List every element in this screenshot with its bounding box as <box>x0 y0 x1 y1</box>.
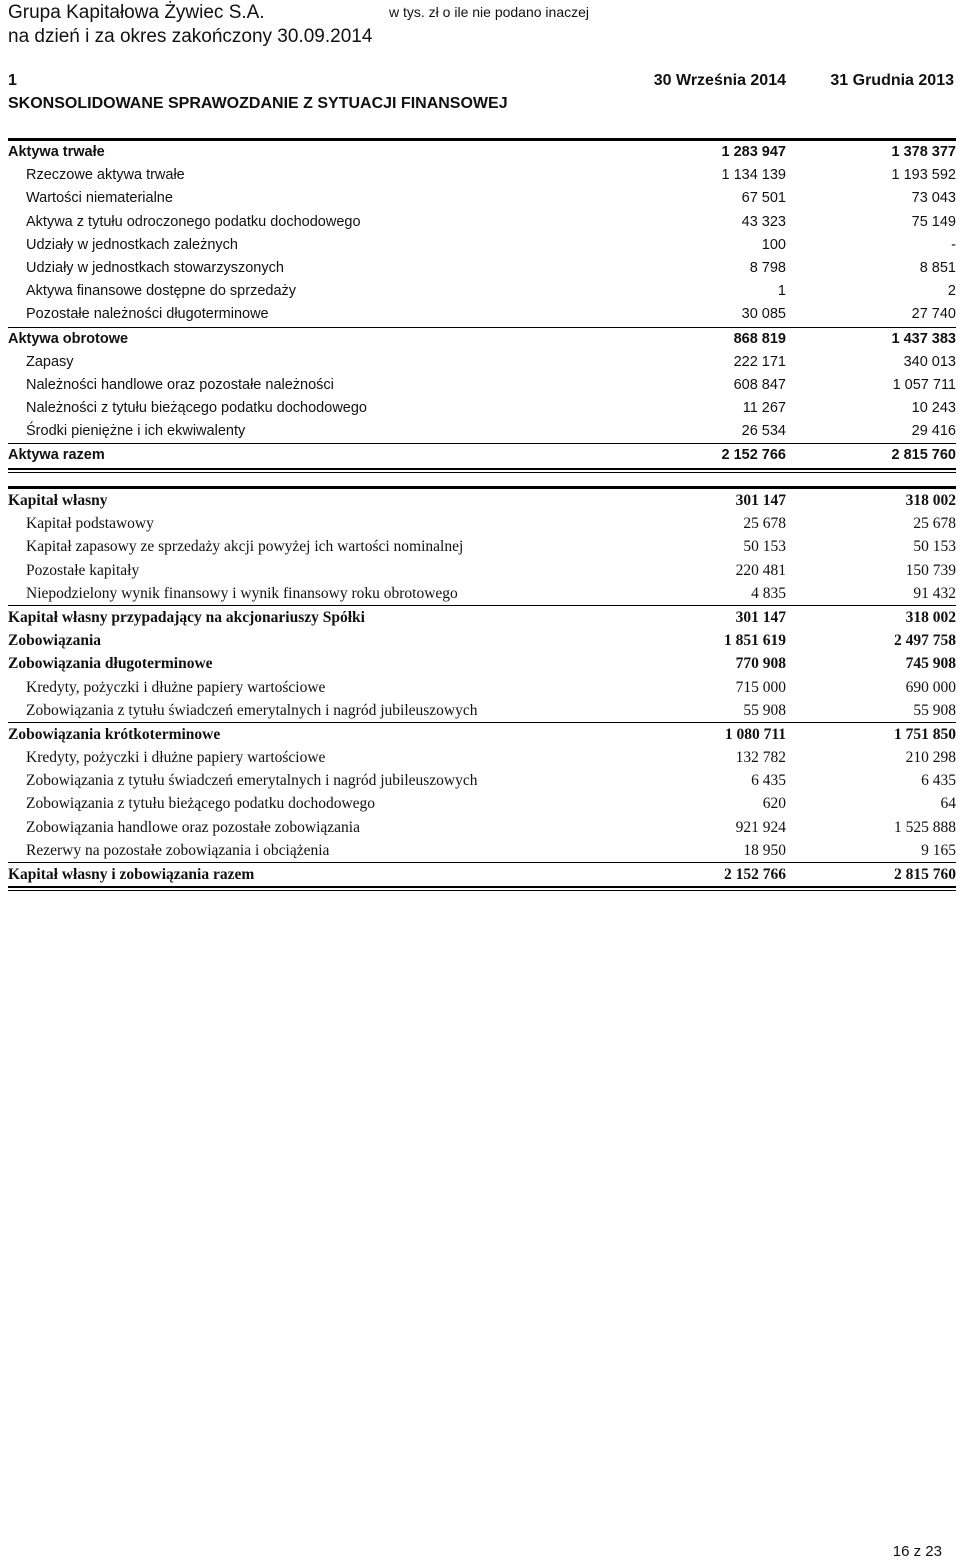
value-2013: 1 193 592 <box>891 167 956 184</box>
row-label: Aktywa finansowe dostępne do sprzedaży <box>26 283 297 300</box>
table-row <box>8 769 956 792</box>
value-2014: 50 153 <box>743 538 786 556</box>
value-2013: 210 298 <box>905 749 956 767</box>
table-row <box>8 280 956 303</box>
value-2014: 11 267 <box>742 400 786 417</box>
value-2014: 100 <box>761 236 786 253</box>
row-label: Kredyty, pożyczki i dłużne papiery wartościowe <box>26 678 326 696</box>
row-label: Aktywa z tytułu odroczonego podatku dochodowego <box>26 213 361 230</box>
value-2014: 1 134 139 <box>721 167 786 184</box>
row-label: Pozostałe kapitały <box>26 561 140 579</box>
table-row <box>8 420 956 444</box>
table-row <box>8 303 956 327</box>
row-label: Udziały w jednostkach zależnych <box>26 236 238 253</box>
value-2014: 620 <box>762 795 786 813</box>
value-2014: 67 501 <box>741 190 786 207</box>
row-label: Zobowiązania z tytułu bieżącego podatku dochodowego <box>26 795 376 813</box>
value-2013: 1 057 711 <box>892 376 956 393</box>
value-2013: 1 437 383 <box>891 330 956 347</box>
value-2014: 608 847 <box>733 376 786 393</box>
row-label: Kapitał podstawowy <box>26 515 154 533</box>
row-label: Kredyty, pożyczki i dłużne papiery wartościowe <box>26 749 326 767</box>
table-row <box>8 699 956 723</box>
value-2013: 1 525 888 <box>894 818 956 836</box>
value-2014: 715 000 <box>735 678 786 696</box>
unit-note: w tys. zł o ile nie podano inaczej <box>389 4 589 20</box>
value-2013: 9 165 <box>921 841 956 859</box>
value-2014: 18 950 <box>743 841 786 859</box>
table-row <box>8 512 956 535</box>
row-label: Kapitał własny <box>8 492 108 509</box>
value-2013: 2 815 760 <box>891 447 956 464</box>
table-row <box>8 559 956 582</box>
value-2014: 26 534 <box>741 423 786 440</box>
table-row <box>8 141 956 164</box>
row-label: Zobowiązania handlowe oraz pozostałe zobowiązania <box>26 818 360 836</box>
assets-section <box>8 138 956 470</box>
table-row <box>8 489 956 512</box>
table-row <box>8 746 956 769</box>
value-2013: 55 908 <box>913 701 956 719</box>
table-row <box>8 374 956 397</box>
row-label: Niepodzielony wynik finansowy i wynik finansowy roku obrotowego <box>26 584 458 602</box>
value-2013: 29 416 <box>911 423 956 440</box>
value-2014: 4 835 <box>751 584 786 602</box>
table-row <box>8 187 956 210</box>
row-label: Zobowiązania krótkoterminowe <box>8 725 221 743</box>
value-2014: 1 283 947 <box>721 144 786 160</box>
table-row <box>8 351 956 374</box>
row-label: Zobowiązania długoterminowe <box>8 655 213 673</box>
value-2014: 55 908 <box>743 701 786 719</box>
reporting-period: na dzień i za okres zakończony 30.09.2014 <box>8 26 373 47</box>
table-row <box>8 863 956 888</box>
table-row <box>8 606 956 629</box>
value-2013: 2 815 760 <box>894 866 956 883</box>
row-label: Zobowiązania z tytułu świadczeń emerytalnych i nagród jubileuszowych <box>26 772 478 790</box>
row-label: Zapasy <box>26 353 74 370</box>
row-label: Pozostałe należności długoterminowe <box>26 306 269 323</box>
row-label: Rezerwy na pozostałe zobowiązania i obciążenia <box>26 841 330 859</box>
table-row <box>8 582 956 606</box>
page-number: 16 z 23 <box>892 1543 942 1560</box>
value-2013: 91 432 <box>913 584 956 602</box>
value-2014: 43 323 <box>741 213 786 230</box>
value-2013: 318 002 <box>905 492 956 509</box>
value-2014: 25 678 <box>743 515 786 533</box>
table-row <box>8 444 956 469</box>
value-2013: 745 908 <box>905 655 956 673</box>
table-row <box>8 816 956 839</box>
value-2014: 770 908 <box>735 655 786 673</box>
value-2013: 8 851 <box>919 259 956 276</box>
value-2014: 30 085 <box>741 306 786 323</box>
value-2014: 301 147 <box>735 608 786 626</box>
value-2013: 73 043 <box>911 190 956 207</box>
row-label: Wartości niematerialne <box>26 190 173 207</box>
value-2014: 222 171 <box>733 353 786 370</box>
row-label: Rzeczowe aktywa trwałe <box>26 167 185 184</box>
table-row <box>8 164 956 187</box>
value-2014: 1 080 711 <box>724 725 786 743</box>
value-2013: 25 678 <box>913 515 956 533</box>
row-label: Środki pieniężne i ich ekwiwalenty <box>26 423 246 440</box>
document-header <box>8 1 372 49</box>
value-2013: 1 751 850 <box>894 725 956 743</box>
value-2014: 2 152 766 <box>721 447 786 464</box>
row-label: Udziały w jednostkach stowarzyszonych <box>26 259 284 276</box>
table-row <box>8 328 956 351</box>
value-2013: 75 149 <box>911 213 956 230</box>
value-2013: 6 435 <box>921 772 956 790</box>
value-2013: 2 <box>947 283 956 300</box>
table-row <box>8 629 956 652</box>
row-label: Aktywa trwałe <box>8 144 105 160</box>
value-2013: 318 002 <box>905 608 956 626</box>
row-label: Kapitał własny i zobowiązania razem <box>8 866 255 883</box>
column-header-2013: 31 Grudnia 2013 <box>830 72 954 89</box>
table-row <box>8 211 956 234</box>
table-row <box>8 652 956 675</box>
value-2013: 50 153 <box>913 538 956 556</box>
row-label: Należności handlowe oraz pozostałe należności <box>26 376 334 393</box>
value-2013: 1 378 377 <box>891 144 956 160</box>
value-2013: 150 739 <box>905 561 956 579</box>
table-row <box>8 792 956 815</box>
value-2013: 64 <box>940 795 956 813</box>
statement-title: SKONSOLIDOWANE SPRAWOZDANIE Z SYTUACJI FINANSOWEJ <box>8 95 508 112</box>
row-label: Aktywa razem <box>8 447 105 464</box>
value-2014: 2 152 766 <box>724 866 786 883</box>
value-2013: 690 000 <box>905 678 956 696</box>
value-2014: 921 924 <box>735 818 786 836</box>
value-2013: 10 243 <box>911 400 956 417</box>
value-2014: 1 851 619 <box>724 632 786 650</box>
table-row <box>8 676 956 699</box>
row-label: Zobowiązania z tytułu świadczeń emerytalnych i nagród jubileuszowych <box>26 701 478 719</box>
table-row <box>8 723 956 746</box>
row-label: Kapitał własny przypadający na akcjonariuszy Spółki <box>8 608 365 626</box>
company-name: Grupa Kapitałowa Żywiec S.A. <box>8 2 265 23</box>
value-2014: 868 819 <box>733 330 786 347</box>
table-row <box>8 839 956 863</box>
equity-liabilities-section <box>8 486 956 888</box>
table-row <box>8 397 956 420</box>
value-2014: 301 147 <box>735 492 786 509</box>
row-label: Aktywa obrotowe <box>8 330 129 347</box>
value-2014: 220 481 <box>735 561 786 579</box>
row-label: Zobowiązania <box>8 632 102 650</box>
table-row <box>8 257 956 280</box>
value-2013: 340 013 <box>903 353 956 370</box>
value-2014: 132 782 <box>735 749 786 767</box>
column-number: 1 <box>8 72 17 89</box>
value-2014: 8 798 <box>749 259 786 276</box>
value-2013: 27 740 <box>911 306 956 323</box>
row-label: Kapitał zapasowy ze sprzedaży akcji powyżej ich wartości nominalnej <box>26 538 464 556</box>
row-label: Należności z tytułu bieżącego podatku dochodowego <box>26 400 367 417</box>
table-row <box>8 535 956 558</box>
table-row <box>8 234 956 257</box>
value-2013: - <box>951 236 956 253</box>
value-2013: 2 497 758 <box>894 632 956 650</box>
value-2014: 6 435 <box>751 772 786 790</box>
column-header-2014: 30 Września 2014 <box>653 72 786 89</box>
value-2014: 1 <box>777 283 786 300</box>
